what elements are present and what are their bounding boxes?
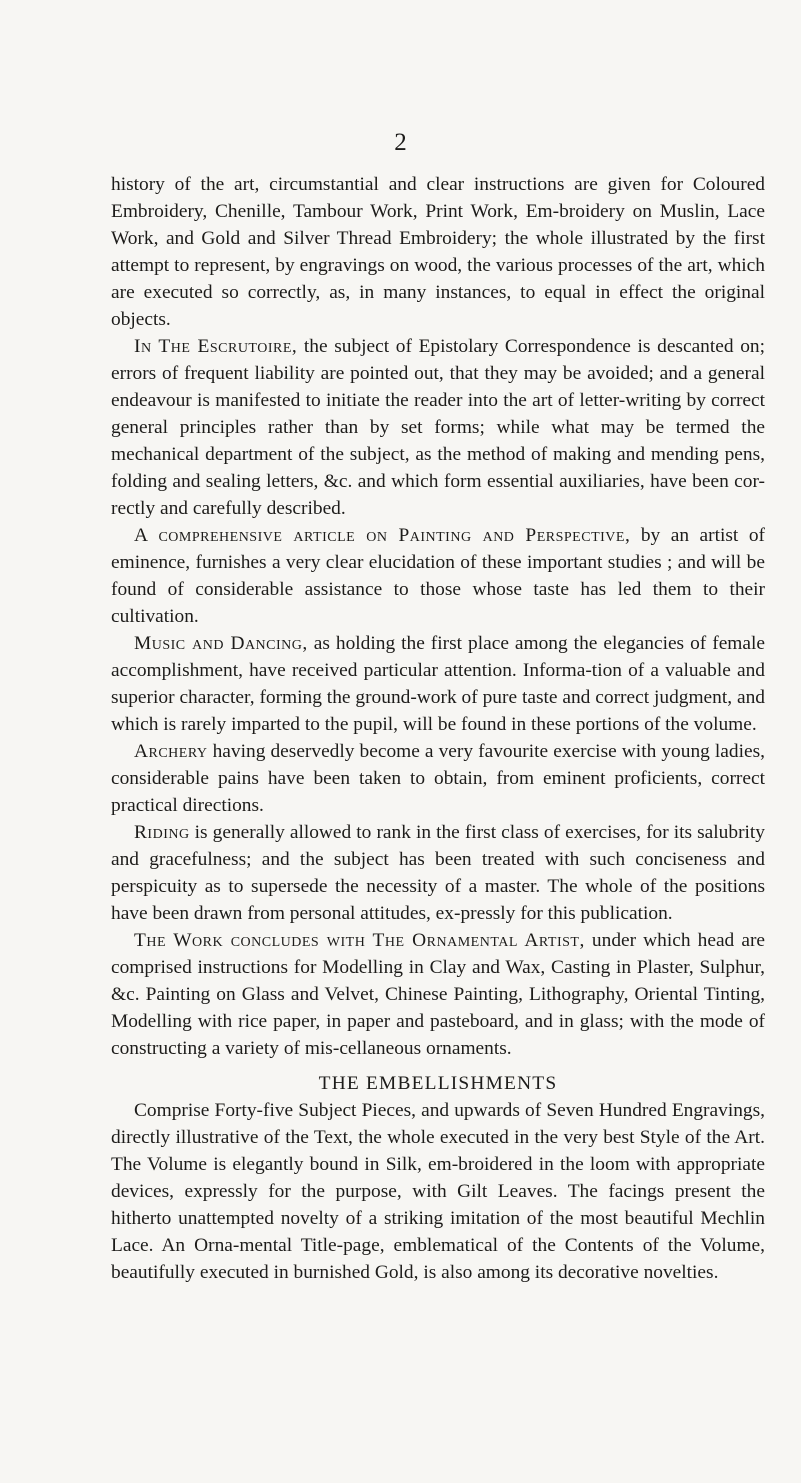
paragraph-lead: A comprehensive article on Painting and Perspective, <box>134 525 631 546</box>
paragraph-lead: Riding <box>134 822 190 843</box>
paragraph-embroidery <box>111 171 765 333</box>
paragraph-lead: Archery <box>134 741 208 762</box>
paragraph-text: having deservedly become a very favourite exercise with young ladies, considerable pains have been taken to obtain, from eminent proficients, correct practical directions. <box>111 741 765 816</box>
paragraph-lead: The Work concludes with The Ornamental Artist, <box>134 930 585 951</box>
paragraph-text: is generally allowed to rank in the first class of exercises, for its salubrity and gracefulness; and the subject has been treated with such conciseness and perspicuity as to supersede the necessity of a master. The whole of the positions have been drawn from personal attitudes, ex-pressly for this publication. <box>111 822 765 924</box>
paragraph-music-dancing <box>111 630 765 738</box>
paragraph-text: by an artist of eminence, furnishes a very clear elucidation of these important studies ; and will be found of considerable assistance to those whose taste has led them to their cultivation. <box>111 525 765 627</box>
paragraph-lead: Music and Dancing, <box>134 633 308 654</box>
paragraph-text: the subject of Epistolary Correspondence is descanted on; errors of frequent liability are pointed out, that they may be avoided; and a general endeavour is manifested to initiate the reader into the art of letter-writing by correct general principles rather than by set forms; while what may be termed the mechanical department of the subject, as the method of making and mending pens, folding and sealing letters, &c. and which form essential auxiliaries, have been cor-rectly and carefully described. <box>111 336 765 519</box>
paragraph-ornamental-artist <box>111 927 765 1062</box>
paragraph-lead: In The Escrutoire, <box>134 336 298 357</box>
page-number: 2 <box>394 129 407 156</box>
paragraph-text: history of the art, circumstantial and clear instructions are given for Coloured Embroidery, Chenille, Tambour Work, Print Work, Em-broidery on Muslin, Lace Work, and Gold and Silver Thread Embroidery; the whole illustrated by the first attempt to represent, by engravings on wood, the various processes of the art, which are executed so correctly, as, in many instances, to equal in effect the original objects. <box>111 174 765 330</box>
paragraph-escrutoire <box>111 333 765 522</box>
paragraph-text: as holding the first place among the elegancies of female accomplishment, have received particular attention. Informa-tion of a valuable and superior character, forming the ground-work of pure taste and correct judgment, and which is rarely imparted to the pupil, will be found in these portions of the volume. <box>111 633 765 735</box>
paragraph-riding <box>111 819 765 927</box>
paragraph-archery <box>111 738 765 819</box>
paragraph-embellishments: Comprise Forty-five Subject Pieces, and upwards of Seven Hundred Engravings, directly illustrative of the Text, the whole executed in the very best Style of the Art. The Volume is elegantly bound in Silk, em-broidered in the loom with appropriate devices, expressly for the purpose, with Gilt Leaves. The facings present the hitherto unattempted novelty of a striking imitation of the most beautiful Mechlin Lace. An Orna-mental Title-page, emblematical of the Contents of the Volume, beautifully executed in burnished Gold, is also among its decorative novelties. <box>111 1100 765 1283</box>
section-heading: THE EMBELLISHMENTS <box>318 1073 558 1094</box>
body-text <box>111 171 765 1286</box>
paragraph-text: under which head are comprised instructions for Modelling in Clay and Wax, Casting in Plaster, Sulphur, &c. Painting on Glass and Velvet, Chinese Painting, Lithography, Oriental Tinting, Modelling with rice paper, in paper and pasteboard, and in glass; with the mode of constructing a variety of mis-cellaneous ornaments. <box>111 930 766 1059</box>
paragraph-painting <box>111 522 765 630</box>
